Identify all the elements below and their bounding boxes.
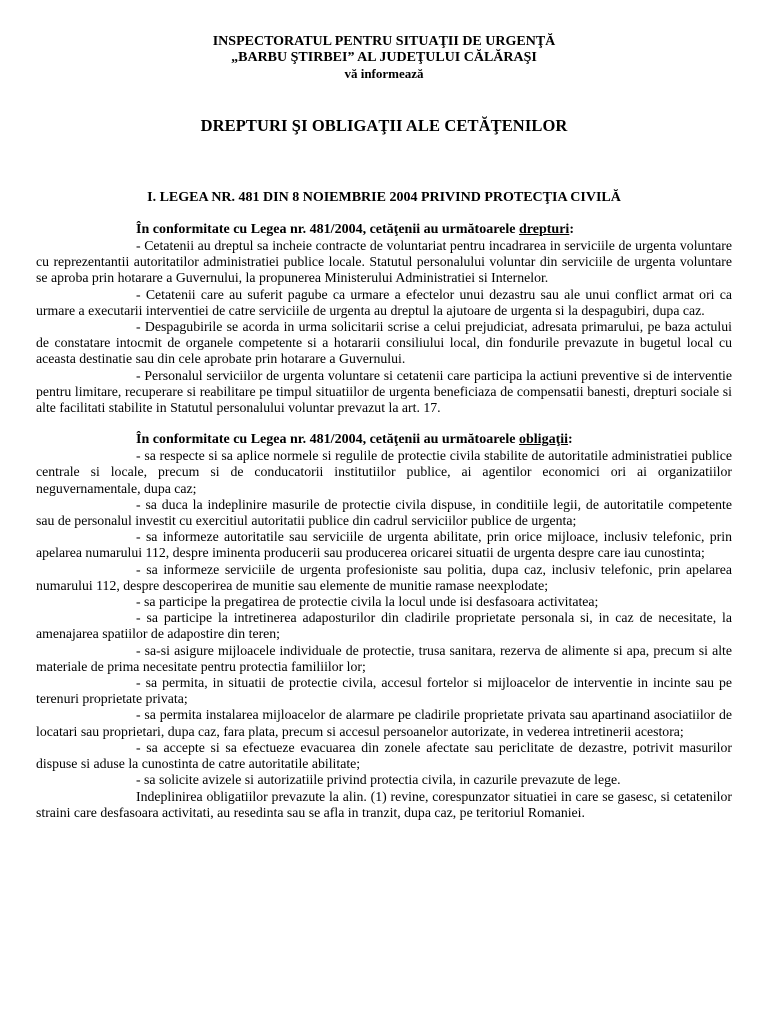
rights-item: - Despagubirile se acorda in urma solicitarii scrise a celui prejudiciat, adresata primarului, pe baza actului de constatare intocmit de organele competente si a hotararii consiliului local, din fondurile prevazute in bugetul local cu aceasta destinatie sau din cele aprobate prin hotarare a Guvernului. [36,319,732,367]
obligations-heading [36,432,732,448]
obligations-heading-suffix: : [568,432,573,448]
header-informs: vă informează [344,66,424,81]
obligations-item: - sa permita instalarea mijloacelor de alarmare pe cladirile proprietate privata sau apartinand asociatiilor de locatari sau proprietari, dupa caz, fara plata, precum si accesul persoanelor autorizate, in vederea intretinerii acestora; [36,707,732,739]
obligations-item: - sa respecte si sa aplice normele si regulile de protectie civila stabilite de autoritatile administratiei publice centrale si locale, precum si de conducatorii institutiilor publice, ai agentilor economici ori ai organizatiilor neguvernamentale, dupa caz; [36,448,732,496]
obligations-item: - sa informeze autoritatile sau serviciile de urgenta abilitate, prin orice mijloace, inclusiv telefonic, prin apelarea numarului 112, despre iminenta producerii sau producerea oricarei situatii de urgenta despre care iau cunostinta; [36,529,732,561]
obligations-item: - sa participe la pregatirea de protectie civila la locul unde isi desfasoara activitatea; [136,594,599,610]
obligations-item: - sa-si asigure mijloacele individuale de protectie, trusa sanitara, rezerva de alimente si apa, precum si alte materiale de prima necesitate pentru protectia familiilor lor; [36,642,732,674]
rights-heading-suffix: : [569,222,574,237]
obligations-heading-prefix: În conformitate cu Legea nr. 481/2004, cetăţenii au următoarele [136,432,519,448]
obligations-item: - sa permita, in situatii de protectie civila, accesul fortelor si mijloacelor de interventie in incinte sau pe terenuri proprietate privata; [36,675,732,707]
obligations-item: - sa duca la indeplinire masurile de protectie civila dispuse, in conditiile legii, de autoritatile competente sau de personalul investit cu exercitiul autoritatii publice din cadrul serviciilor publice de urgenta; [36,496,732,529]
rights-item: - Cetatenii care au suferit pagube ca urmare a efectelor unui dezastru sau ale unui conflict armat ori ca urmare a executarii interventiei de catre serviciile de urgenta au dreptul la ajutoare de urgenta si la despagubiri, dupa caz. [36,286,732,318]
header-county: „BARBU ŞTIRBEI” AL JUDEŢULUI CĂLĂRAŞI [231,50,537,65]
obligations-item: - sa informeze serviciile de urgenta profesioniste sau politia, dupa caz, inclusiv telefonic, prin apelarea numarului 112, despre descoperirea de munitie sau elemente de munitie ramase neexplodate; [36,561,732,593]
rights-heading-prefix: În conformitate cu Legea nr. 481/2004, cetăţenii au următoarele [136,222,519,237]
obligations-closing-paragraph: Indeplinirea obligatiilor prevazute la alin. (1) revine, corespunzator situatiei in care se gasesc, si cetatenilor straini care desfasoara activitati, au resedinta sau se afla in tranzit, dupa caz, pe teritoriul Romaniei. [36,788,732,820]
rights-item: - Cetatenii au dreptul sa incheie contracte de voluntariat pentru incadrarea in serviciile de urgenta voluntare cu reprezentantii autoritatilor administratiei publice locale. Statutul personalului voluntar din serviciile de urgenta voluntare se aproba prin hotarare a Guvernului, la propunerea Ministerului Administratiei si Internelor. [36,238,732,286]
rights-heading-keyword: drepturi [519,222,570,237]
page-title: DREPTURI ŞI OBLIGAŢII ALE CETĂŢENILOR [200,116,568,135]
header-institution: INSPECTORATUL PENTRU SITUAŢII DE URGENŢĂ [212,34,556,49]
obligations-item: - sa participe la intretinerea adaposturilor din cladirile proprietate personala si, in caz de necesitate, la amenajarea spatiilor de adapostire din teren; [36,610,732,642]
obligations-item: - sa accepte si sa efectueze evacuarea din zonele afectate sau periclitate de dezastre, potrivit masurilor dispuse si aduse la cunostinta de catre autoritatile abilitate; [36,739,732,772]
law-title: I. LEGEA NR. 481 DIN 8 NOIEMBRIE 2004 PRIVIND PROTECŢIA CIVILĂ [147,190,621,205]
obligations-heading-keyword: obligaţii [519,432,569,448]
rights-heading [36,222,732,238]
obligations-item: - sa solicite avizele si autorizatiile privind protectia civila, in cazurile prevazute de lege. [136,772,621,788]
document-header [36,34,732,82]
rights-item: - Personalul serviciilor de urgenta voluntare si cetatenii care participa la actiuni preventive si de interventie pentru limitare, recuperare si reabilitare pe timpul situatiilor de urgenta beneficiaza de compensatii banesti, drepturi sociale si alte facilitati stabilite in Statutul personalului voluntar prevazut la art. 17. [36,367,732,416]
